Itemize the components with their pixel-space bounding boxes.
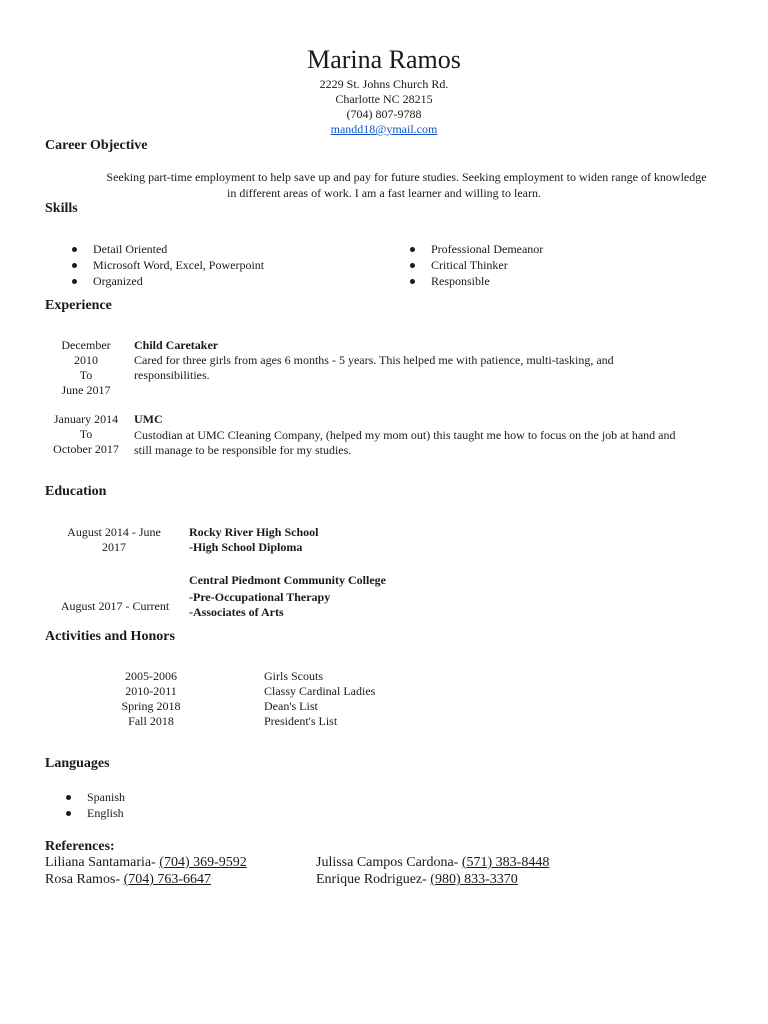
bullet-icon (72, 247, 77, 252)
email-line (0, 122, 768, 137)
job-2-details (134, 412, 744, 458)
edu-2-dates: August 2017 - Current (60, 599, 170, 613)
career-objective-heading: Career Objective (45, 138, 148, 153)
reference-phone[interactable]: (704) 763-6647 (123, 872, 212, 887)
activity-year: Fall 2018 (128, 714, 174, 728)
bullet-icon (72, 279, 77, 284)
skill-item: Organized (72, 273, 264, 289)
reference-item (316, 871, 518, 888)
reference-item (45, 854, 247, 871)
activity-year: Spring 2018 (121, 699, 181, 713)
activity-year: 2010-2011 (125, 684, 177, 698)
address-line-1: 2229 St. Johns Church Rd. (319, 77, 449, 91)
reference-phone[interactable]: (571) 383-8448 (461, 855, 550, 870)
education-heading: Education (45, 484, 107, 499)
bullet-icon (410, 247, 415, 252)
bullet-icon (410, 263, 415, 268)
activity-year: 2005-2006 (125, 669, 177, 683)
activity-item: Classy Cardinal Ladies (264, 684, 376, 698)
edu-1-dates: August 2014 - June 2017 (67, 525, 161, 554)
bullet-icon (66, 811, 71, 816)
activity-item: Girls Scouts (264, 669, 324, 683)
email-link[interactable]: mandd18@ymail.com (330, 122, 438, 136)
phone-number: (704) 807-9788 (346, 107, 422, 121)
skills-heading: Skills (45, 201, 78, 216)
skill-item: Detail Oriented (72, 241, 264, 257)
reference-name: Enrique Rodriguez- (316, 872, 431, 887)
activity-item: President's List (264, 714, 338, 728)
edu-2-program: -Pre-Occupational Therapy -Associates of Arts (189, 590, 331, 619)
bullet-icon (410, 279, 415, 284)
job-1-desc-line: Cared for three girls from ages 6 months - 5 years. This helped me with patience, multi-tasking, and (134, 353, 614, 367)
job-1-role: Child Caretaker (134, 338, 219, 352)
bullet-icon (72, 263, 77, 268)
resume-name: Marina Ramos (307, 45, 461, 74)
skills-left-list (72, 241, 264, 289)
skills-right-list (410, 241, 543, 289)
reference-phone[interactable]: (704) 369-9592 (159, 855, 247, 870)
job-2-desc-line: still manage to be responsible for my studies. (134, 443, 352, 457)
reference-name: Rosa Ramos- (45, 872, 124, 887)
address-line-2: Charlotte NC 28215 (335, 92, 433, 106)
edu-1-degree: -High School Diploma (189, 540, 303, 554)
reference-phone[interactable]: (980) 833-3370 (430, 872, 518, 887)
edu-1-details (189, 525, 318, 555)
language-item: English (66, 805, 125, 821)
language-item: Spanish (66, 789, 125, 805)
skill-item: Professional Demeanor (410, 241, 543, 257)
bullet-icon (66, 795, 71, 800)
objective-line-2: in different areas of work. I am a fast learner and willing to learn. (227, 186, 541, 200)
activities-heading: Activities and Honors (45, 629, 175, 644)
activities-items (264, 669, 375, 729)
job-1-details (134, 338, 734, 383)
skill-item: Microsoft Word, Excel, Powerpoint (72, 257, 264, 273)
job-2-dates: January 2014 To October 2017 (53, 412, 119, 456)
edu-2-school: Central Piedmont Community College (189, 573, 386, 587)
job-2-desc-line: Custodian at UMC Cleaning Company, (helped my mom out) this taught me how to focus on the job at hand and (134, 428, 676, 442)
objective-line-1: Seeking part-time employment to help save up and pay for future studies. Seeking employment to widen range of knowledge (106, 170, 707, 184)
activities-years (100, 669, 202, 729)
reference-name: Liliana Santamaria- (45, 855, 160, 870)
reference-item (316, 854, 549, 871)
job-2-role: UMC (134, 412, 163, 426)
skill-item: Responsible (410, 273, 543, 289)
reference-item (45, 871, 211, 888)
job-1-desc-line: responsibilities. (134, 368, 210, 382)
skill-item: Critical Thinker (410, 257, 543, 273)
languages-list (66, 789, 125, 821)
languages-heading: Languages (45, 756, 110, 771)
job-1-dates: December 2010 To June 2017 (61, 338, 111, 397)
activity-item: Dean's List (264, 699, 318, 713)
reference-name: Julissa Campos Cardona- (316, 855, 462, 870)
experience-heading: Experience (45, 298, 112, 313)
edu-1-school: Rocky River High School (189, 525, 319, 539)
references-heading: References: (45, 839, 115, 854)
